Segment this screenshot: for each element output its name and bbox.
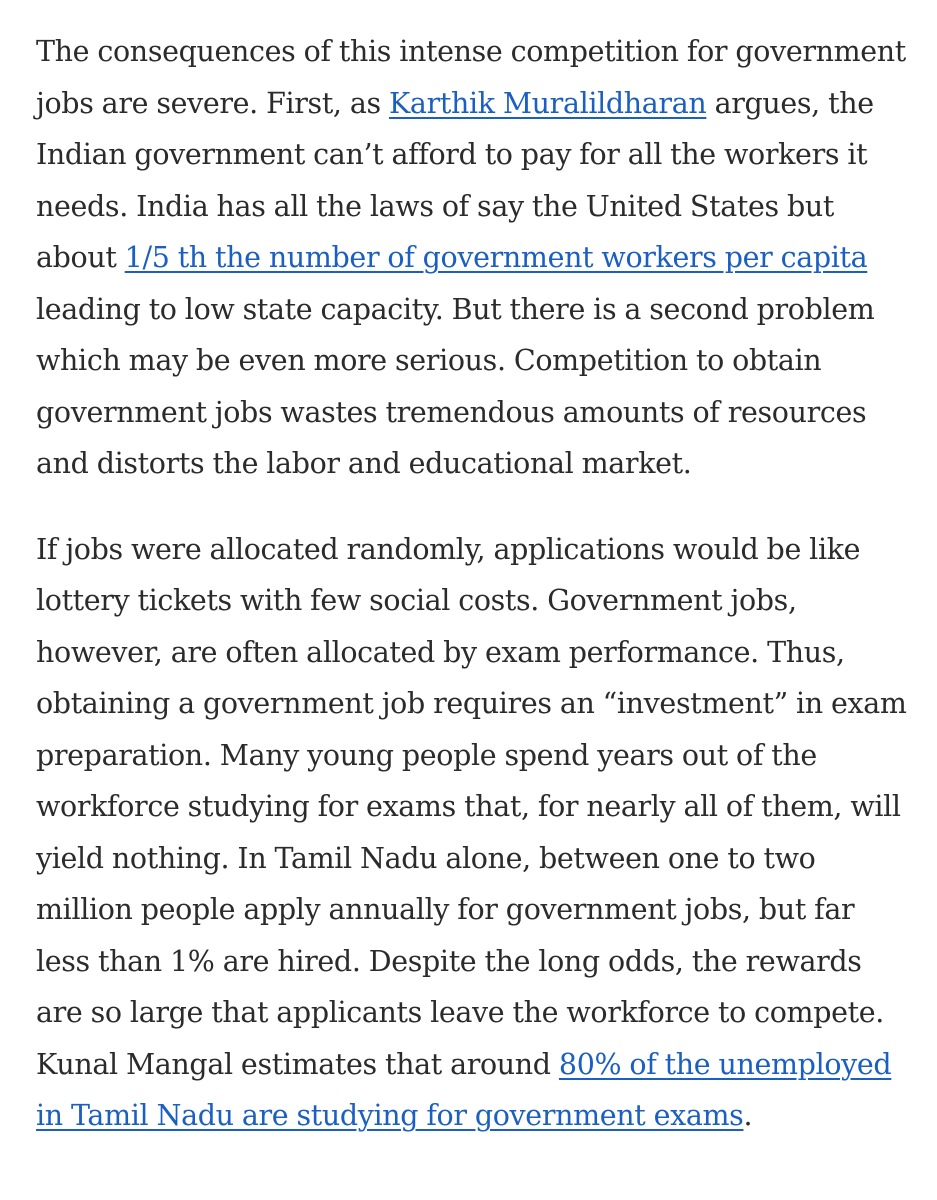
paragraph-state-capacity [36, 26, 907, 490]
link-karthik-muralidharan[interactable]: Karthik Muralildharan [388, 86, 707, 120]
link-unemployed-studying-exams[interactable]: 80% of the unemployed in Tamil Nadu are studying for government exams [36, 1047, 892, 1132]
paragraph-text: argues, the Indian government can’t afford to pay for all the workers it needs. India has all the laws of say the United States but about [36, 86, 874, 274]
paragraph-text: leading to low state capacity. But there is a second problem which may be even more serious. Competition to obtain government jobs wastes tremendous amounts of resources and distorts the labor and educational market. [36, 292, 875, 480]
paragraph-text: The consequences of this intense competition for government jobs are severe. First, as [36, 35, 906, 120]
paragraph-exam-competition [36, 524, 907, 1142]
link-government-workers-per-capita[interactable]: 1/5 th the number of government workers per capita [124, 241, 868, 274]
paragraph-text: . [743, 1099, 753, 1132]
paragraph-text: If jobs were allocated randomly, applications would be like lottery tickets with few social costs. Government jobs, however, are often allocated by exam performance. Thus, obtaining a government job requires an “investment” in exam preparation. Many young people spend years out of the workforce studying for exams that, for nearly all of them, will yield nothing. In Tamil Nadu alone, between one to two million people apply annually for government jobs, but far less than 1% are hired. Despite the long odds, the rewards are so large that applicants leave the workforce to compete. Kunal Mangal estimates that around [36, 532, 907, 1081]
